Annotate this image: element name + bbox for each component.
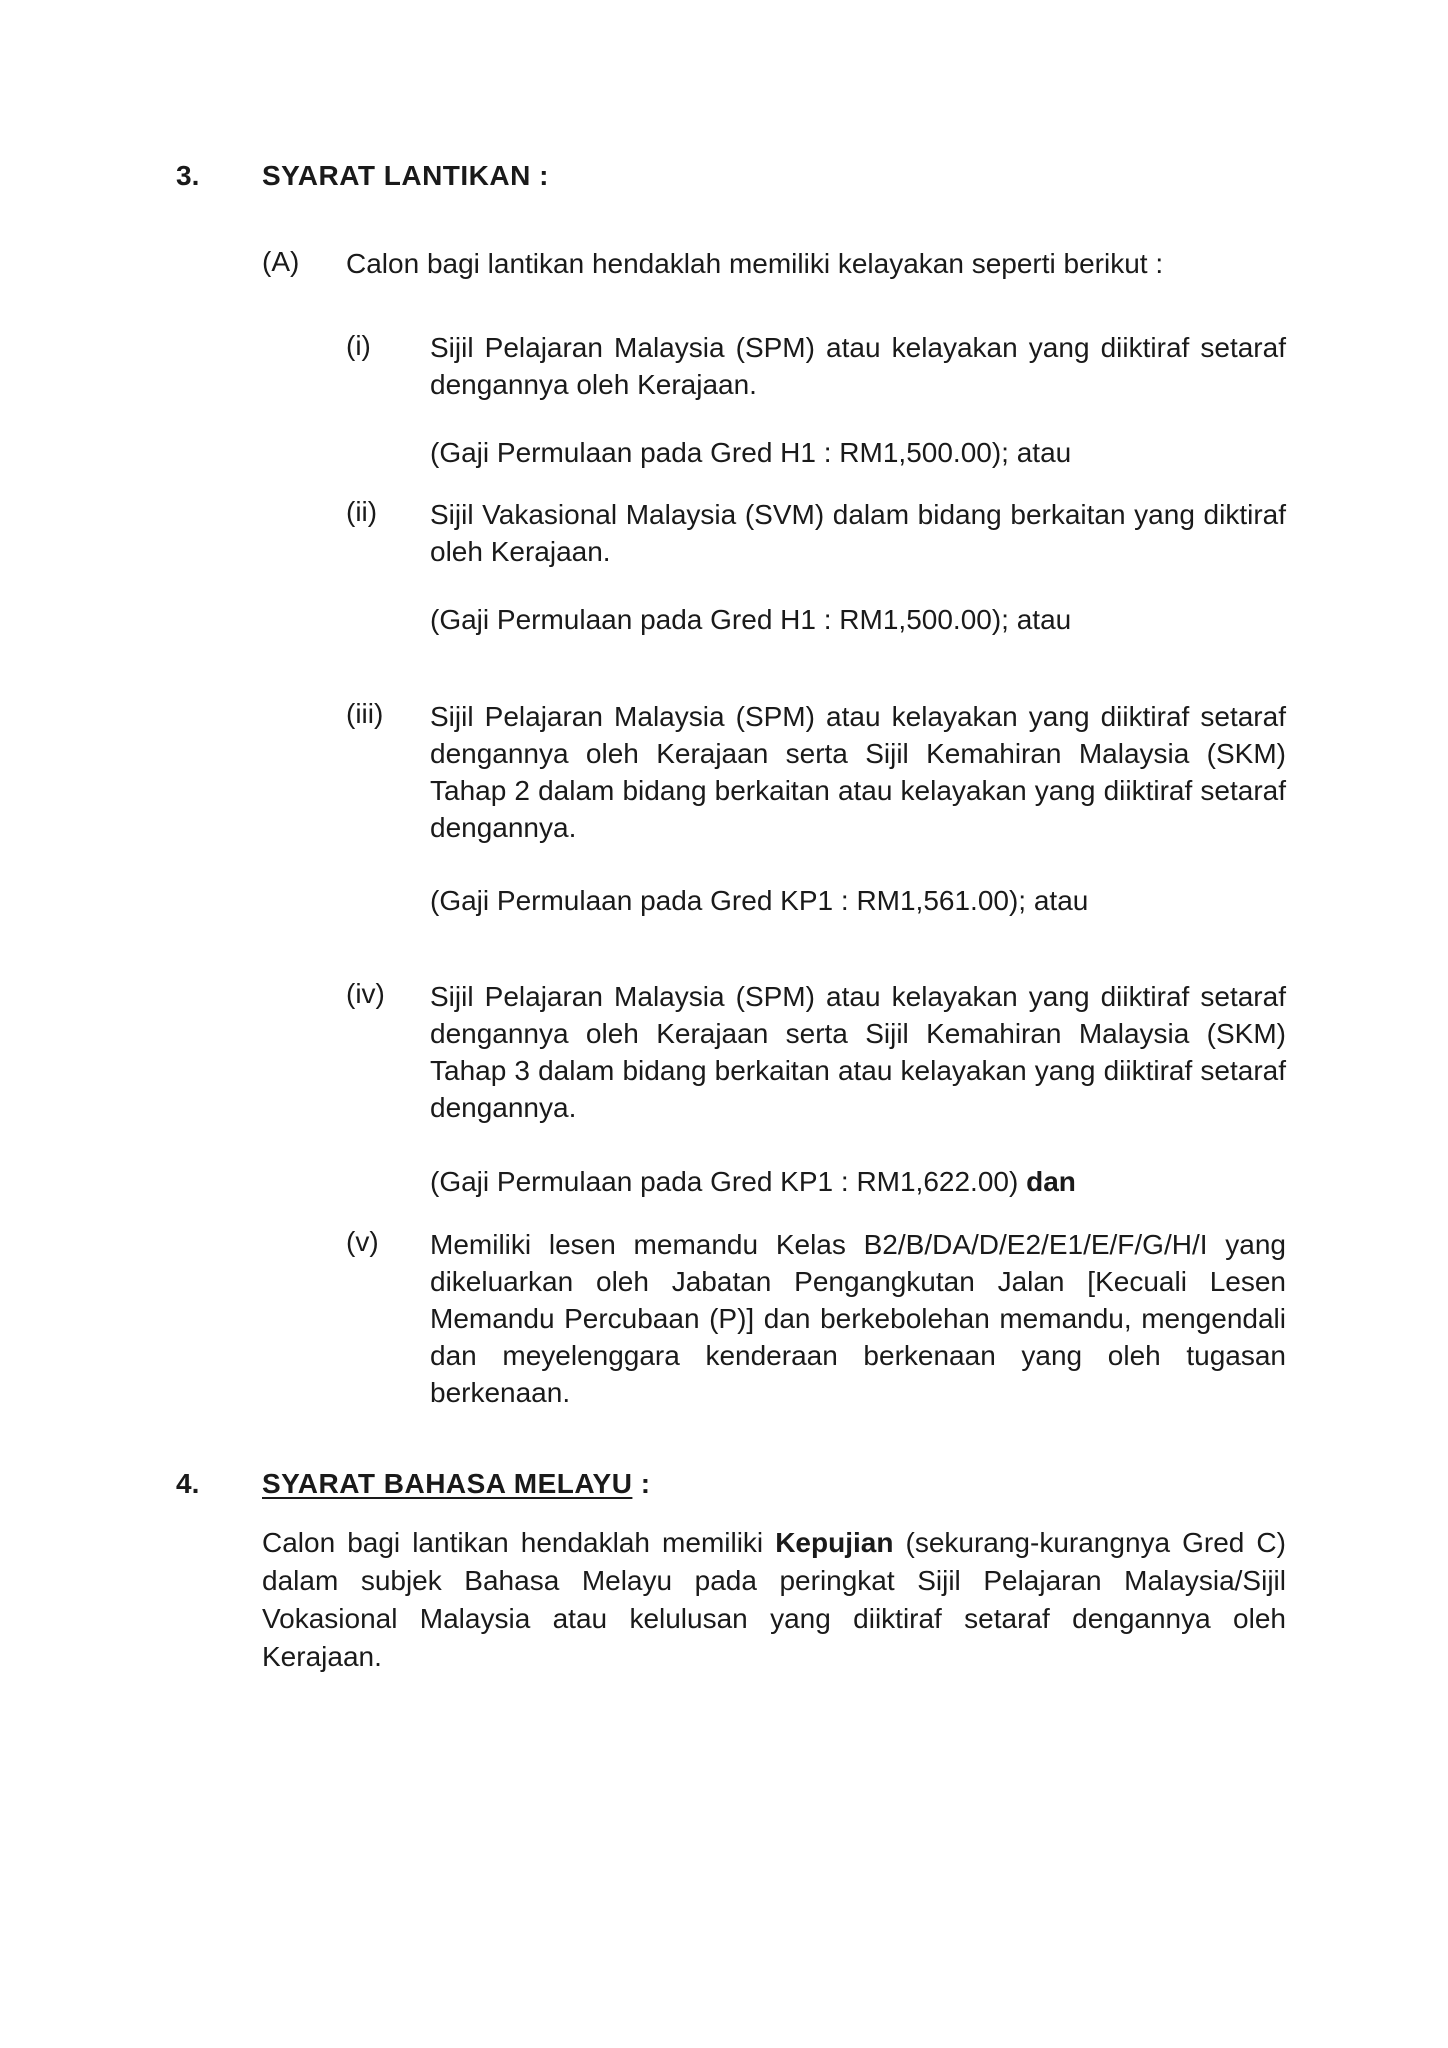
item-iii-salary: (Gaji Permulaan pada Gred KP1 : RM1,561.00); atau [430,885,1089,916]
section-4-colon: : [632,1468,651,1499]
section-4-title: SYARAT BAHASA MELAYU [262,1468,633,1499]
item-iv-text: Sijil Pelajaran Malaysia (SPM) atau kelayakan yang diiktiraf setaraf dengannya oleh Kerajaan serta Sijil Kemahiran Malaysia (SKM) Tahap 3 dalam bidang berkaitan atau kelayakan yang diiktiraf setaraf dengannya. [430,981,1286,1123]
item-iii-text: Sijil Pelajaran Malaysia (SPM) atau kelayakan yang diiktiraf setaraf dengannya oleh Kerajaan serta Sijil Kemahiran Malaysia (SKM) Tahap 2 dalam bidang berkaitan atau kelayakan yang diiktiraf setaraf dengannya. [430,701,1286,843]
section-4-title-line [262,1468,651,1500]
item-ii-text: Sijil Vakasional Malaysia (SVM) dalam bidang berkaitan yang diktiraf oleh Kerajaan. [430,499,1286,567]
section-4-text-after: (sekurang-kurangnya Gred C) dalam subjek Bahasa Melayu pada peringkat Sijil Pelajaran Malaysia/Sijil Vokasional Malaysia atau kelulusan yang diiktiraf setaraf dengannya oleh Kerajaan. [262,1527,1286,1672]
item-iv-salary-line [430,1166,1076,1198]
section-4-paragraph [262,1524,1286,1676]
item-i-salary: (Gaji Permulaan pada Gred H1 : RM1,500.00); atau [430,437,1072,468]
item-v-label: (v) [346,1226,379,1257]
item-iv-label: (iv) [346,978,385,1009]
item-iv-salary-suffix: dan [1026,1166,1076,1197]
item-iii-label: (iii) [346,698,384,729]
item-iv-salary: (Gaji Permulaan pada Gred KP1 : RM1,622.00) [430,1166,1019,1197]
item-v-text: Memiliki lesen memandu Kelas B2/B/DA/D/E2/E1/E/F/G/H/I yang dikeluarkan oleh Jabatan Pengangkutan Jalan [Kecuali Lesen Memandu Percubaan (P)] dan berkebolehan memandu, mengendali dan meyelenggara kenderaan berkenaan yang oleh tugasan berkenaan. [430,1229,1286,1408]
sub-a-label: (A) [262,246,300,277]
section-3-title: SYARAT LANTIKAN : [262,160,549,191]
section-4-number: 4. [176,1468,200,1499]
item-i-label: (i) [346,330,371,361]
section-3-number: 3. [176,160,200,191]
item-ii-label: (ii) [346,496,378,527]
sub-a-text: Calon bagi lantikan hendaklah memiliki kelayakan seperti berikut : [346,248,1164,279]
section-4-text-before: Calon bagi lantikan hendaklah memiliki [262,1527,776,1558]
section-4-text-bold: Kepujian [775,1527,894,1558]
item-i-text: Sijil Pelajaran Malaysia (SPM) atau kelayakan yang diiktiraf setaraf dengannya oleh Kerajaan. [430,332,1286,400]
item-ii-salary: (Gaji Permulaan pada Gred H1 : RM1,500.00); atau [430,604,1072,635]
